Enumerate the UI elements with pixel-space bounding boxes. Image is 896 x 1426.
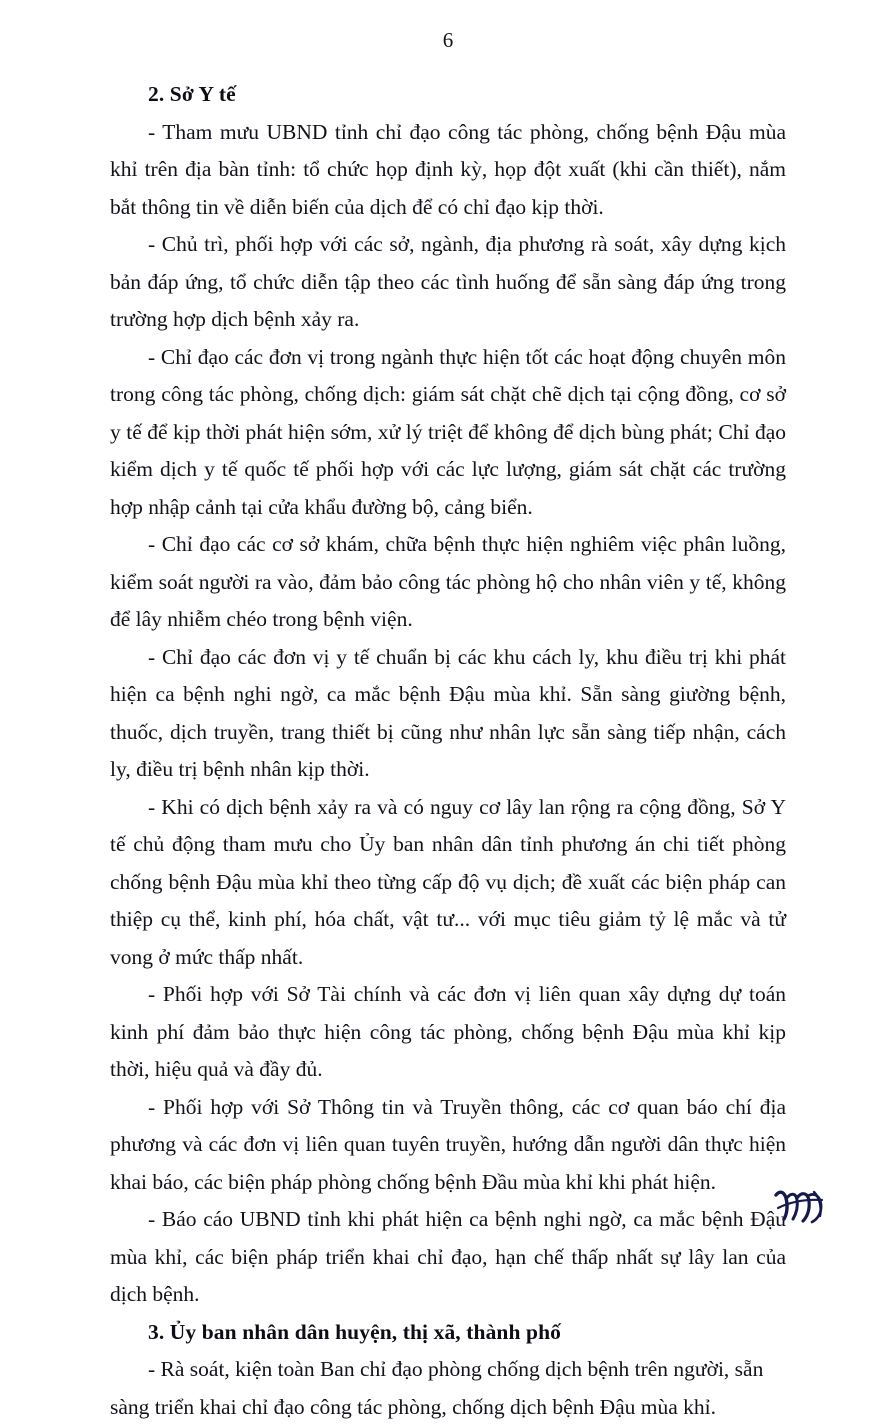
signature-ink-icon — [770, 1186, 834, 1230]
page-number: 6 — [442, 28, 454, 52]
paragraph: - Báo cáo UBND tỉnh khi phát hiện ca bệnh nghi ngờ, ca mắc bệnh Đậu mùa khỉ, các biện pháp triển khai chỉ đạo, hạn chế thấp nhất sự lây lan của dịch bệnh. — [110, 1207, 786, 1306]
section-heading-2: 2. Sở Y tế — [148, 82, 236, 106]
paragraph: - Chỉ đạo các đơn vị y tế chuẩn bị các khu cách ly, khu điều trị khi phát hiện ca bệnh nghi ngờ, ca mắc bệnh Đậu mùa khỉ. Sẵn sàng giường bệnh, thuốc, dịch truyền, trang thiết bị cũng như nhân lực sẵn sàng tiếp nhận, cách ly, điều trị bệnh nhân kịp thời. — [110, 644, 786, 781]
paragraph: - Tham mưu UBND tỉnh chỉ đạo công tác phòng, chống bệnh Đậu mùa khỉ trên địa bàn tỉnh: tổ chức họp định kỳ, họp đột xuất (khi cần thiết), nắm bắt thông tin về diễn biến của dịch để có chỉ đạo kịp thời. — [110, 119, 786, 219]
paragraph: - Rà soát, kiện toàn Ban chỉ đạo phòng chống dịch bệnh trên người, sẵn sàng triển khai chỉ đạo công tác phòng, chống dịch bệnh Đậu mùa khỉ. — [110, 1357, 764, 1419]
section-heading-3: 3. Ủy ban nhân dân huyện, thị xã, thành phố — [148, 1319, 561, 1344]
paragraph: - Chỉ đạo các đơn vị trong ngành thực hiện tốt các hoạt động chuyên môn trong công tác phòng, chống dịch: giám sát chặt chẽ dịch tại cộng đồng, cơ sở y tế để kịp thời phát hiện sớm, xử lý triệt để không để dịch bùng phát; Chỉ đạo kiểm dịch y tế quốc tế phối hợp với các lực lượng, giám sát chặt các trường hợp nhập cảnh tại cửa khẩu đường bộ, cảng biển. — [110, 344, 786, 519]
paragraph: - Khi có dịch bệnh xảy ra và có nguy cơ lây lan rộng ra cộng đồng, Sở Y tế chủ động tham mưu cho Ủy ban nhân dân tỉnh phương án chi tiết phòng chống bệnh Đậu mùa khỉ theo từng cấp độ vụ dịch; đề xuất các biện pháp can thiệp cụ thể, kinh phí, hóa chất, vật tư... với mục tiêu giảm tỷ lệ mắc và tử vong ở mức thấp nhất. — [110, 794, 786, 969]
paragraph: - Phối hợp với Sở Tài chính và các đơn vị liên quan xây dựng dự toán kinh phí đảm bảo thực hiện công tác phòng, chống bệnh Đậu mùa khỉ kịp thời, hiệu quả và đầy đủ. — [110, 982, 786, 1081]
paragraph: - Chỉ đạo các cơ sở khám, chữa bệnh thực hiện nghiêm việc phân luồng, kiểm soát người ra vào, đảm bảo công tác phòng hộ cho nhân viên y tế, không để lây nhiễm chéo trong bệnh viện. — [110, 532, 786, 631]
document-body — [110, 76, 786, 1426]
paragraph: - Phối hợp với Sở Thông tin và Truyền thông, các cơ quan báo chí địa phương và các đơn vị liên quan tuyên truyền, hướng dẫn người dân thực hiện khai báo, các biện pháp phòng chống bệnh Đầu mùa khỉ khi phát hiện. — [110, 1094, 786, 1194]
handwritten-signature-mark — [770, 1186, 834, 1230]
paragraph: - Chủ trì, phối hợp với các sở, ngành, địa phương rà soát, xây dựng kịch bản đáp ứng, tổ chức diễn tập theo các tình huống để sẵn sàng đáp ứng trong trường hợp dịch bệnh xảy ra. — [110, 232, 786, 331]
